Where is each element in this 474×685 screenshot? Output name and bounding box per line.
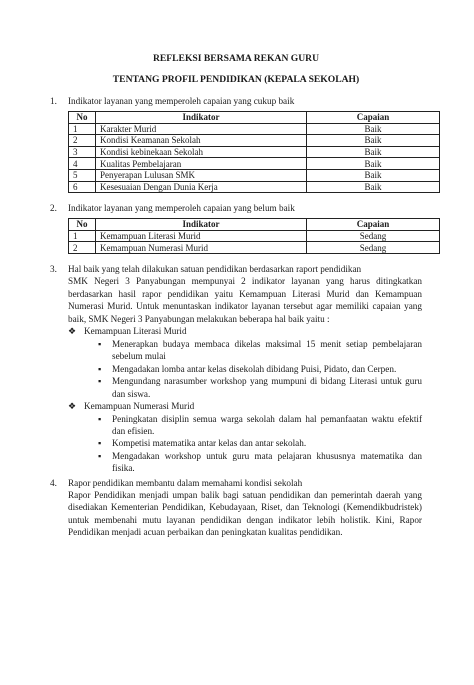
list-item xyxy=(98,363,422,375)
section-2-heading xyxy=(50,202,422,214)
section-4-paragraph: Rapor Pendidikan menjadi umpan balik bagi satuan pendidikan dan pemerintah daerah yang disediakan Kementerian Pendidikan, Kebudayaan, Riset, dan Teknologi (Kemendikbudristek) untuk membenahi mutu layanan pendidikan dengan indikator lebih holistik. Kini, Rapor Pendidikan menjadi acuan perbaikan dan peningkatan kualitas pendidikan. xyxy=(68,489,422,538)
list-item-text: Kompetisi matematika antar kelas dan antar sekolah. xyxy=(112,438,307,449)
table-good-indicators xyxy=(68,111,440,193)
cell-indikator: Kemampuan Literasi Murid xyxy=(96,230,307,242)
section-heading-text: Indikator layanan yang memperoleh capaian yang cukup baik xyxy=(68,96,295,106)
square-bullet-icon: ▪ xyxy=(98,338,102,349)
section-heading-text: Rapor pendidikan membantu dalam memahami kondisi sekolah xyxy=(68,477,303,488)
cell-no: 6 xyxy=(69,181,96,193)
list-item-text: Mengundang narasumber workshop yang mumpuni di bidang Literasi untuk guru dan siswa. xyxy=(112,376,422,399)
cell-indikator: Kualitas Pembelajaran xyxy=(96,158,307,170)
cell-capaian: Baik xyxy=(307,135,440,147)
list-item xyxy=(98,338,422,363)
list-item xyxy=(98,437,422,449)
cell-capaian: Baik xyxy=(307,123,440,135)
table-row xyxy=(69,146,440,158)
cell-no: 2 xyxy=(69,242,96,254)
table-row xyxy=(69,242,440,254)
section-number: 2. xyxy=(50,203,57,214)
section-number: 4. xyxy=(50,477,57,488)
cell-no: 2 xyxy=(69,135,96,147)
subgroup-literasi xyxy=(68,325,422,338)
cell-capaian: Baik xyxy=(307,146,440,158)
header-no: No xyxy=(69,112,96,124)
cell-capaian: Baik xyxy=(307,169,440,181)
header-indikator: Indikator xyxy=(96,219,307,231)
table-row xyxy=(69,123,440,135)
header-capaian: Capaian xyxy=(307,112,440,124)
list-item-text: Mengadakan workshop untuk guru mata pelajaran khususnya matematika dan fisika. xyxy=(112,450,422,474)
diamond-bullet-icon: ❖ xyxy=(68,400,77,411)
numerasi-list xyxy=(50,413,422,475)
cell-indikator: Kesesuaian Dengan Dunia Kerja xyxy=(96,181,307,193)
subgroup-numerasi xyxy=(68,400,422,413)
cell-no: 5 xyxy=(69,169,96,181)
section-number: 1. xyxy=(50,96,57,106)
cell-no: 3 xyxy=(69,146,96,158)
section-heading-text: Hal baik yang telah dilakukan satuan pendidikan berdasarkan raport pendidikan xyxy=(68,263,362,274)
header-no: No xyxy=(69,219,96,231)
list-item xyxy=(98,375,422,400)
cell-no: 1 xyxy=(69,230,96,242)
cell-indikator: Penyerapan Lulusan SMK xyxy=(96,169,307,181)
cell-indikator: Kondisi kebinekaan Sekolah xyxy=(96,146,307,158)
list-item-text: Mengadakan lomba antar kelas disekolah dibidang Puisi, Pidato, dan Cerpen. xyxy=(112,363,397,374)
list-item xyxy=(98,450,422,475)
document-page xyxy=(0,53,474,685)
list-item xyxy=(98,413,422,438)
subgroup-title: Kemampuan Numerasi Murid xyxy=(84,400,195,411)
table-row xyxy=(69,181,440,193)
section-1-heading xyxy=(50,95,422,107)
cell-capaian: Sedang xyxy=(307,242,440,254)
table-header-row xyxy=(69,219,440,231)
square-bullet-icon: ▪ xyxy=(98,438,102,449)
section-3-heading xyxy=(50,263,422,275)
section-heading-text: Indikator layanan yang memperoleh capaian yang belum baik xyxy=(68,203,295,214)
list-item-text: Peningkatan disiplin semua warga sekolah dalam hal pemanfaatan waktu efektif dan efisien. xyxy=(112,413,422,436)
square-bullet-icon: ▪ xyxy=(98,363,102,374)
cell-capaian: Baik xyxy=(307,158,440,170)
table-row xyxy=(69,230,440,242)
table-row xyxy=(69,158,440,170)
section-number: 3. xyxy=(50,263,57,274)
cell-indikator: Kondisi Keamanan Sekolah xyxy=(96,135,307,147)
document-subtitle: TENTANG PROFIL PENDIDIKAN (KEPALA SEKOLAH) xyxy=(112,74,360,85)
square-bullet-icon: ▪ xyxy=(98,376,102,387)
table-row xyxy=(69,169,440,181)
cell-no: 1 xyxy=(69,123,96,135)
cell-capaian: Baik xyxy=(307,181,440,193)
header-indikator: Indikator xyxy=(96,112,307,124)
table-row xyxy=(69,135,440,147)
section-3-paragraph: SMK Negeri 3 Panyabungan mempunyai 2 indikator layanan yang harus ditingkatkan berdasarkan hasil rapor pendidikan yaitu Kemampuan Literasi Murid dan Kemampuan Numerasi Murid. Untuk menuntaskan indikator layanan tersebut agar memiliki capaian yang baik, SMK Negeri 3 Panyabungan melakukan beberapa hal baik yaitu : xyxy=(68,275,422,324)
table-not-good-indicators xyxy=(68,218,440,254)
cell-no: 4 xyxy=(69,158,96,170)
table-header-row xyxy=(69,112,440,124)
list-item-text: Menerapkan budaya membaca dikelas maksimal 15 menit setiap pembelajaran sebelum mulai xyxy=(112,338,422,362)
document-title: REFLEKSI BERSAMA REKAN GURU xyxy=(152,53,320,64)
cell-indikator: Kemampuan Numerasi Murid xyxy=(96,242,307,254)
diamond-bullet-icon: ❖ xyxy=(68,326,77,337)
square-bullet-icon: ▪ xyxy=(98,450,102,461)
cell-indikator: Karakter Murid xyxy=(96,123,307,135)
section-4-heading xyxy=(50,477,422,489)
header-capaian: Capaian xyxy=(307,219,440,231)
cell-capaian: Sedang xyxy=(307,230,440,242)
literasi-list xyxy=(50,338,422,400)
subgroup-title: Kemampuan Literasi Murid xyxy=(84,326,187,337)
square-bullet-icon: ▪ xyxy=(98,413,102,424)
